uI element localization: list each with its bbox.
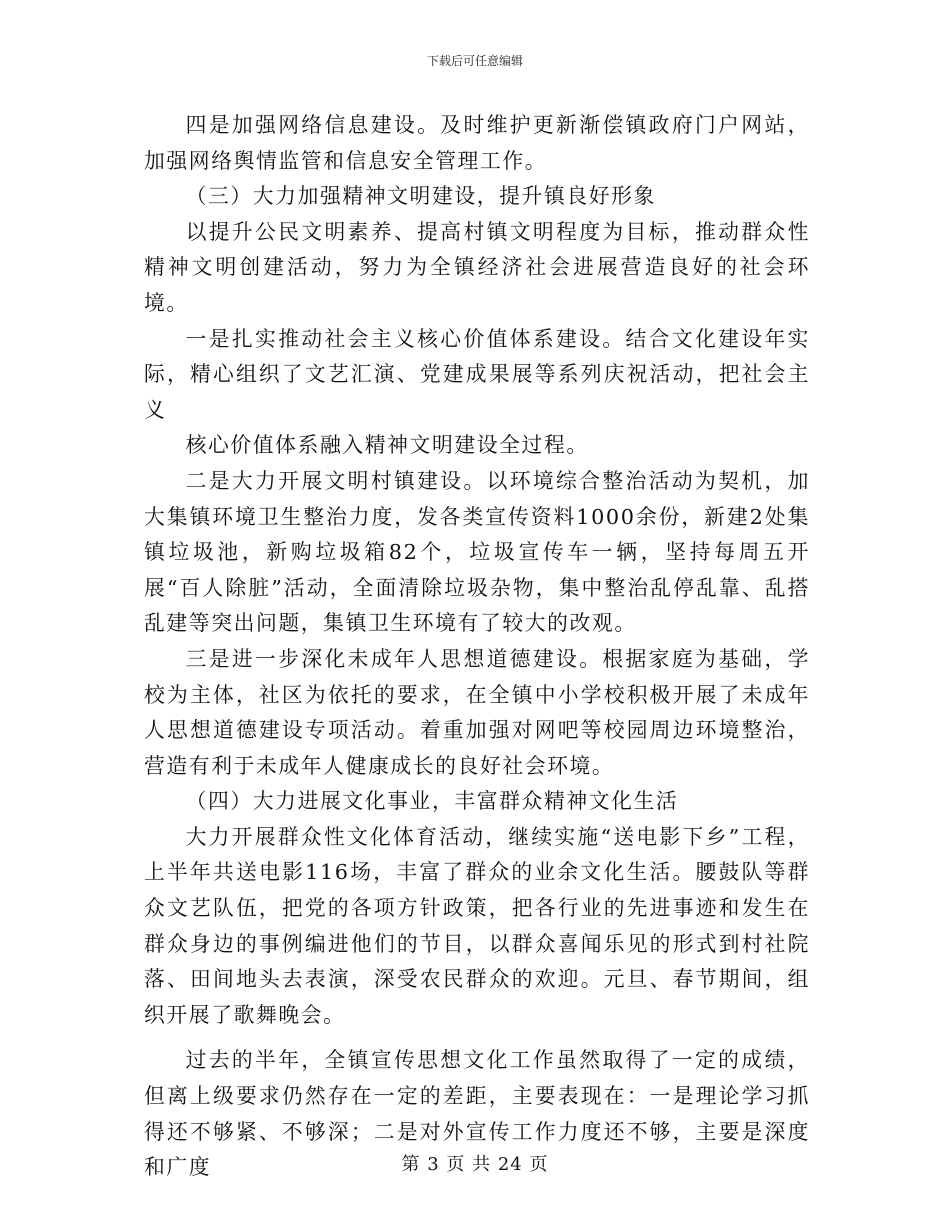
paragraph-civic-quality: 以提升公民文明素养、提高村镇文明程度为目标，推动群众性精神文明创建活动，努力为全镇经济社会进展营造良好的社会环境。	[144, 219, 810, 315]
paragraph-summary-shortcomings: 过去的半年，全镇宣传思想文化工作虽然取得了一定的成绩，但离上级要求仍然存在一定的差距，主要表现在：一是理论学习抓得还不够紧、不够深；二是对外宣传工作力度还不够，主要是深度和广度	[144, 1048, 810, 1180]
page-footer: 第 3 页 共 24 页	[401, 1154, 549, 1175]
document-body	[144, 108, 810, 1186]
paragraph-civilized-villages: 二是大力开展文明村镇建设。以环境综合整治活动为契机，加大集镇环境卫生整治力度，发各类宣传资料1000余份，新建2处集镇垃圾池，新购垃圾箱82个，垃圾宣传车一辆，坚持每周五开展“百人除脏”活动，全面清除垃圾杂物，集中整治乱停乱靠、乱搭乱建等突出问题，集镇卫生环境有了较大的改观。	[144, 468, 810, 636]
paragraph-cultural-activities: 大力开展群众性文化体育活动，继续实施“送电影下乡”工程，上半年共送电影116场，丰富了群众的业余文化生活。腰鼓队等群众文艺队伍，把党的各项方针政策，把各行业的先进事迹和发生在群众身边的事例编进他们的节目，以群众喜闻乐见的形式到村社院落、田间地头去表演，深受农民群众的欢迎。元旦、春节期间，组织开展了歌舞晚会。	[144, 824, 810, 1027]
paragraph-network-info: 四是加强网络信息建设。及时维护更新渐偿镇政府门户网站，加强网络舆情监管和信息安全管理工作。	[144, 113, 810, 173]
page-header: 下载后可任意编辑	[426, 54, 523, 68]
paragraph-core-values: 一是扎实推动社会主义核心价值体系建设。结合文化建设年实际，精心组织了文艺汇演、党建成果展等系列庆祝活动，把社会主义	[144, 326, 810, 422]
section-heading-cultural-affairs: （四）大力进展文化事业，丰富群众精神文化生活	[185, 789, 679, 814]
section-heading-spiritual-civilization: （三）大力加强精神文明建设，提升镇良好形象	[185, 184, 656, 209]
paragraph-core-values-continued: 核心价值体系融入精神文明建设全过程。	[185, 433, 589, 458]
paragraph-minors-morality: 三是进一步深化未成年人思想道德建设。根据家庭为基础，学校为主体，社区为依托的要求，在全镇中小学校积极开展了未成年人思想道德建设专项活动。着重加强对网吧等校园周边环境整治，营造有利于未成年人健康成长的良好社会环境。	[144, 646, 810, 778]
